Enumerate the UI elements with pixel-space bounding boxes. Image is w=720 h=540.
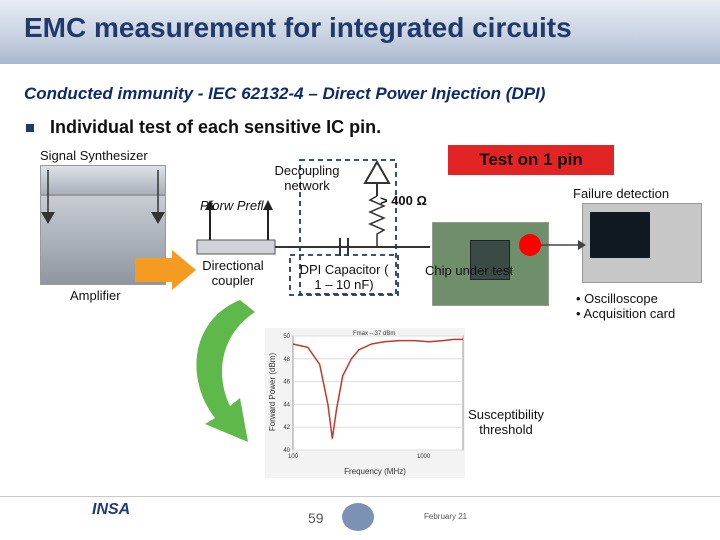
y-tick-label: 46 — [283, 379, 290, 386]
green-curved-arrow-icon — [196, 300, 255, 442]
test-pin-dot — [519, 234, 541, 256]
directional-coupler — [197, 240, 275, 254]
y-tick-label: 48 — [283, 356, 290, 363]
page-number: 59 — [308, 510, 324, 526]
signal-synthesizer-label: Signal Synthesizer — [40, 148, 148, 163]
footer-divider — [0, 496, 720, 497]
decoupling-network-label: Decoupling network — [274, 163, 340, 193]
susceptibility-threshold-label: Susceptibility threshold — [468, 407, 544, 437]
arrow-down-icon — [41, 212, 55, 224]
chip-under-test-label: Chip under test — [425, 263, 514, 278]
pforw-prefl-label: Pforw Prefl — [200, 198, 264, 213]
detection-item: • Oscilloscope — [576, 291, 658, 306]
footer-date: February 21 — [424, 512, 468, 521]
y-tick-label: 50 — [283, 334, 290, 340]
chart-annotation: Fmax – 37 dBm — [353, 331, 396, 337]
y-axis-label: Forward Power (dBm) — [268, 352, 277, 432]
x-axis-label: Frequency (MHz) — [344, 467, 406, 476]
orange-arrow-icon — [135, 250, 196, 290]
slide-title: EMC measurement for integrated circuits — [24, 12, 572, 43]
dpi-capacitor-label: DPI Capacitor ( 1 – 10 nF) — [299, 262, 389, 292]
y-tick-label: 44 — [283, 402, 290, 409]
directional-coupler-label: Directional coupler — [202, 258, 264, 288]
x-tick-label: 100 — [287, 454, 299, 460]
supply-triangle-icon — [365, 162, 389, 183]
failure-detection-label: Failure detection — [573, 186, 670, 201]
arrow-up-icon — [263, 200, 273, 210]
slide-subtitle: Conducted immunity - IEC 62132-4 – Direct Power Injection (DPI) — [24, 84, 546, 103]
y-tick-label: 42 — [283, 425, 290, 432]
y-tick-label: 40 — [283, 448, 290, 454]
arrow-right-icon — [578, 240, 586, 250]
test-on-1-pin-badge: Test on 1 pin — [448, 145, 614, 175]
amplifier-label: Amplifier — [70, 288, 121, 303]
detection-list — [576, 291, 675, 321]
bullet-text: Individual test of each sensitive IC pin. — [50, 117, 382, 137]
arrow-down-icon — [151, 212, 165, 224]
page-circle-decoration — [342, 503, 374, 531]
x-tick-label: 1000 — [416, 454, 431, 460]
synth-down-arrows — [48, 170, 158, 214]
impedance-label: > 400 Ω — [380, 193, 427, 208]
plot-area — [293, 336, 463, 450]
insa-logo: INSA — [92, 501, 131, 518]
detection-item: • Acquisition card — [576, 306, 676, 321]
dpi-chart — [265, 328, 465, 478]
